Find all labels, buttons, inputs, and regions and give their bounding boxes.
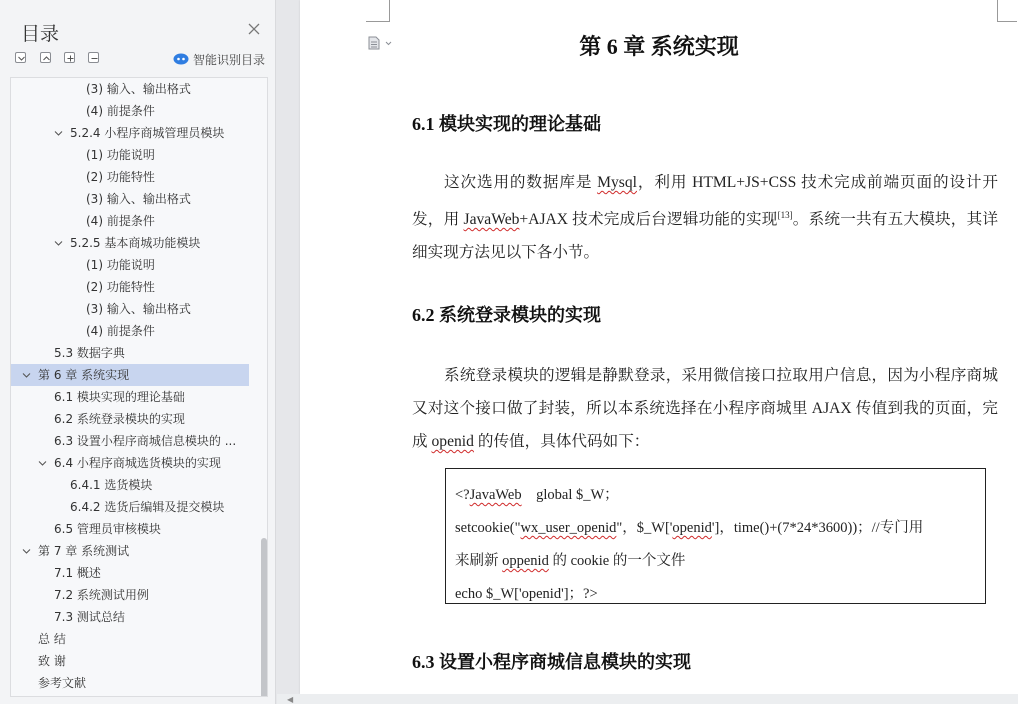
toc-item-label: 5.2.4 小程序商城管理员模块: [70, 126, 225, 140]
smart-toc-label: 智能识别目录: [193, 52, 266, 67]
code-line: [455, 479, 976, 512]
spellcheck-word[interactable]: openid: [672, 520, 712, 536]
code-line: echo $_W['openid']；?>: [455, 586, 598, 602]
text: 。系统一共有五大模块，其详细实现方法见以下各小节。: [412, 211, 998, 262]
reference-mark[interactable]: [13]: [777, 210, 793, 220]
chevron-down-icon[interactable]: [38, 459, 47, 468]
toc-item-label: 第 7 章 系统测试: [38, 544, 130, 558]
text: 这次选用的数据库是: [444, 174, 598, 191]
crop-mark-left: [366, 0, 390, 22]
chevron-down-icon[interactable]: [54, 239, 63, 248]
toc-item[interactable]: [11, 364, 249, 386]
document-area: [277, 0, 1018, 704]
text: 系统登录模块的逻辑是静默登录，采用微信接口拉取用户信息，因为小程序商城又对这个接口做了封装，所以本系统选择在小程序商城里 AJAX 传值到我的页面，完成: [412, 367, 998, 450]
toc-item[interactable]: [11, 518, 256, 540]
toc-item-label: (2) 功能特性: [86, 170, 155, 184]
toc-item[interactable]: [11, 408, 256, 430]
scroll-left-icon[interactable]: ◀: [287, 695, 294, 704]
code-line: [455, 512, 976, 545]
toc-item-label: (4) 前提条件: [86, 324, 155, 338]
text: 的传值，具体代码如下：: [473, 433, 650, 450]
spellcheck-word[interactable]: oppenid: [502, 553, 549, 569]
text: 来刷新: [455, 553, 503, 569]
add-heading-icon[interactable]: [64, 52, 75, 63]
chevron-down-icon[interactable]: [22, 371, 31, 380]
crop-mark-right: [997, 0, 1018, 22]
text: ，利用 HTML+JS+CSS 技术完成前端页面的设计开发，用: [412, 174, 998, 229]
toc-item[interactable]: [11, 254, 256, 276]
toc-item-label: 7.2 系统测试用例: [54, 588, 149, 602]
toc-panel: [0, 0, 276, 704]
toc-item[interactable]: [11, 122, 256, 144]
toc-item-label: (3) 输入、输出格式: [86, 82, 191, 96]
collapse-all-icon[interactable]: [15, 52, 26, 63]
toc-item[interactable]: [11, 496, 256, 518]
toc-item-label: 5.3 数据字典: [54, 346, 125, 360]
toc-title: 目录: [21, 23, 60, 45]
text: +AJAX 技术完成后台逻辑功能的实现: [519, 211, 778, 229]
document-page: [300, 0, 1018, 694]
toc-item-label: 6.3 设置小程序商城信息模块的 ...: [54, 434, 237, 448]
toc-item[interactable]: [11, 672, 256, 694]
toc-item[interactable]: [11, 540, 256, 562]
toc-item[interactable]: [11, 232, 256, 254]
smart-toc-button[interactable]: [173, 51, 265, 67]
toc-item[interactable]: [11, 430, 256, 452]
toc-item-label: 第 6 章 系统实现: [38, 368, 130, 382]
text: ']，time()+(7*24*3600))；//专门用: [711, 520, 924, 536]
remove-heading-icon[interactable]: [88, 52, 99, 63]
toc-item[interactable]: [11, 188, 256, 210]
spellcheck-word[interactable]: openid: [431, 433, 474, 450]
expand-up-icon[interactable]: [40, 52, 51, 63]
horizontal-scrollbar[interactable]: [277, 694, 1018, 704]
toc-item-label: (3) 输入、输出格式: [86, 302, 191, 316]
toc-item[interactable]: [11, 78, 256, 100]
toc-item[interactable]: [11, 606, 256, 628]
toc-item-label: 参考文献: [38, 676, 87, 690]
toc-item-label: 6.5 管理员审核模块: [54, 522, 161, 536]
toc-item-label: 致 谢: [38, 654, 66, 668]
toc-scrollbar[interactable]: [261, 538, 267, 697]
toc-item[interactable]: [11, 166, 256, 188]
toc-item-label: 5.2.5 基本商城功能模块: [70, 236, 201, 250]
chevron-down-icon[interactable]: [54, 129, 63, 138]
toc-item-label: 7.3 测试总结: [54, 610, 125, 624]
toc-item-label: (4) 前提条件: [86, 214, 155, 228]
spellcheck-word[interactable]: JavaWeb: [469, 487, 522, 503]
toc-item-label: 7.1 概述: [54, 566, 101, 580]
toc-list: [10, 77, 268, 697]
spellcheck-word[interactable]: Mysql: [597, 174, 637, 191]
spellcheck-word[interactable]: JavaWeb: [463, 211, 520, 229]
toc-item-label: (1) 功能说明: [86, 148, 155, 162]
code-box: [445, 468, 986, 604]
toc-item-label: 6.1 模块实现的理论基础: [54, 390, 185, 404]
chevron-down-icon[interactable]: [22, 547, 31, 556]
paragraph-6-2: [412, 359, 998, 458]
text: global $_W；: [521, 487, 619, 503]
section-heading-6-1: 6.1 模块实现的理论基础: [412, 114, 601, 134]
toc-item-label: 6.4.1 选货模块: [70, 478, 153, 492]
section-heading-6-2: 6.2 系统登录模块的实现: [412, 305, 601, 325]
toc-item[interactable]: [11, 342, 256, 364]
toc-item-label: (3) 输入、输出格式: [86, 192, 191, 206]
toc-item[interactable]: [11, 320, 256, 342]
toc-item[interactable]: [11, 650, 256, 672]
code-line: [455, 545, 976, 578]
toc-item[interactable]: [11, 144, 256, 166]
toc-item[interactable]: [11, 584, 256, 606]
toc-item-label: (4) 前提条件: [86, 104, 155, 118]
toc-item-label: (2) 功能特性: [86, 280, 155, 294]
toc-item[interactable]: [11, 562, 256, 584]
toc-item[interactable]: [11, 210, 256, 232]
toc-item-label: (1) 功能说明: [86, 258, 155, 272]
smart-toc-icon: [173, 53, 189, 65]
text: 的 cookie 的一个文件: [548, 553, 686, 569]
text: setcookie(": [455, 520, 521, 536]
toc-item[interactable]: [11, 276, 256, 298]
toc-item[interactable]: [11, 100, 256, 122]
toc-item[interactable]: [11, 474, 256, 496]
section-heading-6-3: 6.3 设置小程序商城信息模块的实现: [412, 652, 691, 672]
toc-item[interactable]: [11, 298, 256, 320]
chapter-title: 第 6 章 系统实现: [579, 34, 739, 59]
text: <?: [455, 487, 470, 503]
toc-item[interactable]: [11, 386, 256, 408]
toc-item[interactable]: [11, 452, 256, 474]
paragraph-6-1: [412, 166, 998, 269]
close-icon[interactable]: [247, 22, 261, 36]
toc-item-label: 总 结: [38, 632, 66, 646]
text: "，$_W[': [616, 520, 673, 536]
toc-item[interactable]: [11, 628, 256, 650]
toc-item-label: 6.4 小程序商城选货模块的实现: [54, 456, 221, 470]
toc-item-label: 6.4.2 选货后编辑及提交模块: [70, 500, 225, 514]
spellcheck-word[interactable]: wx_user_openid: [520, 520, 617, 536]
toc-item-label: 6.2 系统登录模块的实现: [54, 412, 185, 426]
